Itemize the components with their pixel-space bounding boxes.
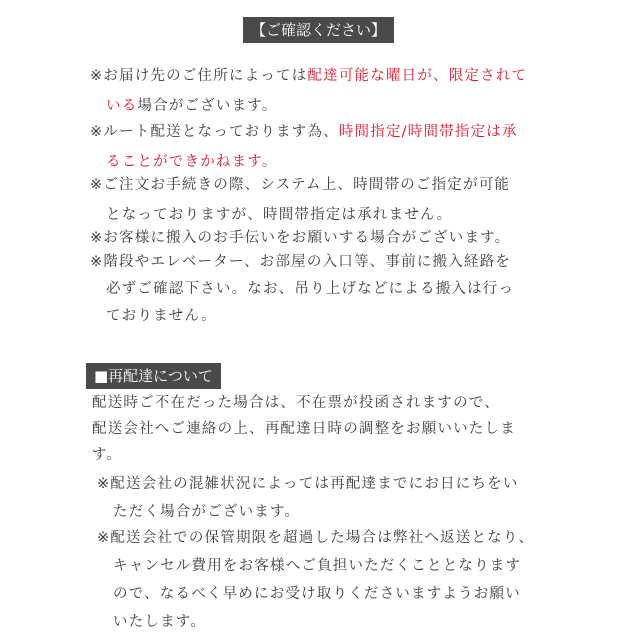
note-line: ただく場合がございます。 bbox=[113, 504, 301, 520]
intro-line: す。 bbox=[92, 447, 123, 463]
note-line: となっておりますが、時間帯指定は承れません。 bbox=[106, 207, 453, 223]
note-line: いたします。 bbox=[113, 614, 207, 630]
redelivery-heading: ■再配達について bbox=[86, 363, 221, 389]
note-line: ので、なるべく早めにお受け取りくださいますようお願い bbox=[113, 586, 521, 602]
note-line: ることができかねます。 bbox=[106, 154, 278, 170]
note-line: キャンセル費用をお客様へご負担いただくこととなります bbox=[113, 558, 522, 574]
confirm-note-5 bbox=[90, 249, 514, 330]
redelivery-note-1 bbox=[97, 470, 519, 526]
note-line: ておりません。 bbox=[106, 308, 217, 324]
confirm-note-1 bbox=[90, 61, 527, 121]
intro-line: 配送時ご不在だった場合は、不在票が投函されますので、 bbox=[92, 395, 500, 411]
note-line: ※階段やエレベーター、お部屋の入口等、事前に搬入経路を bbox=[90, 254, 511, 270]
confirm-note-2 bbox=[90, 117, 518, 177]
note-line: ※ご注文お手続きの際、システム上、時間帯のご指定が可能 bbox=[90, 177, 511, 193]
note-line: ※お届け先のご住所によっては配達可能な曜日が、限定されて bbox=[90, 68, 528, 84]
note-line: ※配送会社での保管期限を超過した場合は弊社へ返送となり、 bbox=[97, 530, 535, 546]
note-line: ※ルート配送となっております為、時間指定/時間帯指定は承 bbox=[90, 124, 518, 140]
intro-line: 配送会社へご連絡の上、再配達日時の調整をお願いいたしま bbox=[92, 421, 516, 437]
note-line: いる場合がございます。 bbox=[106, 98, 278, 114]
confirm-heading: 【ご確認ください】 bbox=[243, 17, 394, 43]
redelivery-intro bbox=[92, 390, 516, 468]
note-line: ※お客様に搬入のお手伝いをお願いする場合がございます。 bbox=[90, 230, 511, 246]
redelivery-note-2 bbox=[97, 524, 534, 636]
note-line: ※配送会社の混雑状況によっては再配達までにお日にちをい bbox=[97, 476, 519, 492]
note-line: 必ずご確認下さい。なお、吊り上げなどによる搬入は行っ bbox=[106, 281, 515, 297]
confirm-note-3 bbox=[90, 170, 510, 230]
